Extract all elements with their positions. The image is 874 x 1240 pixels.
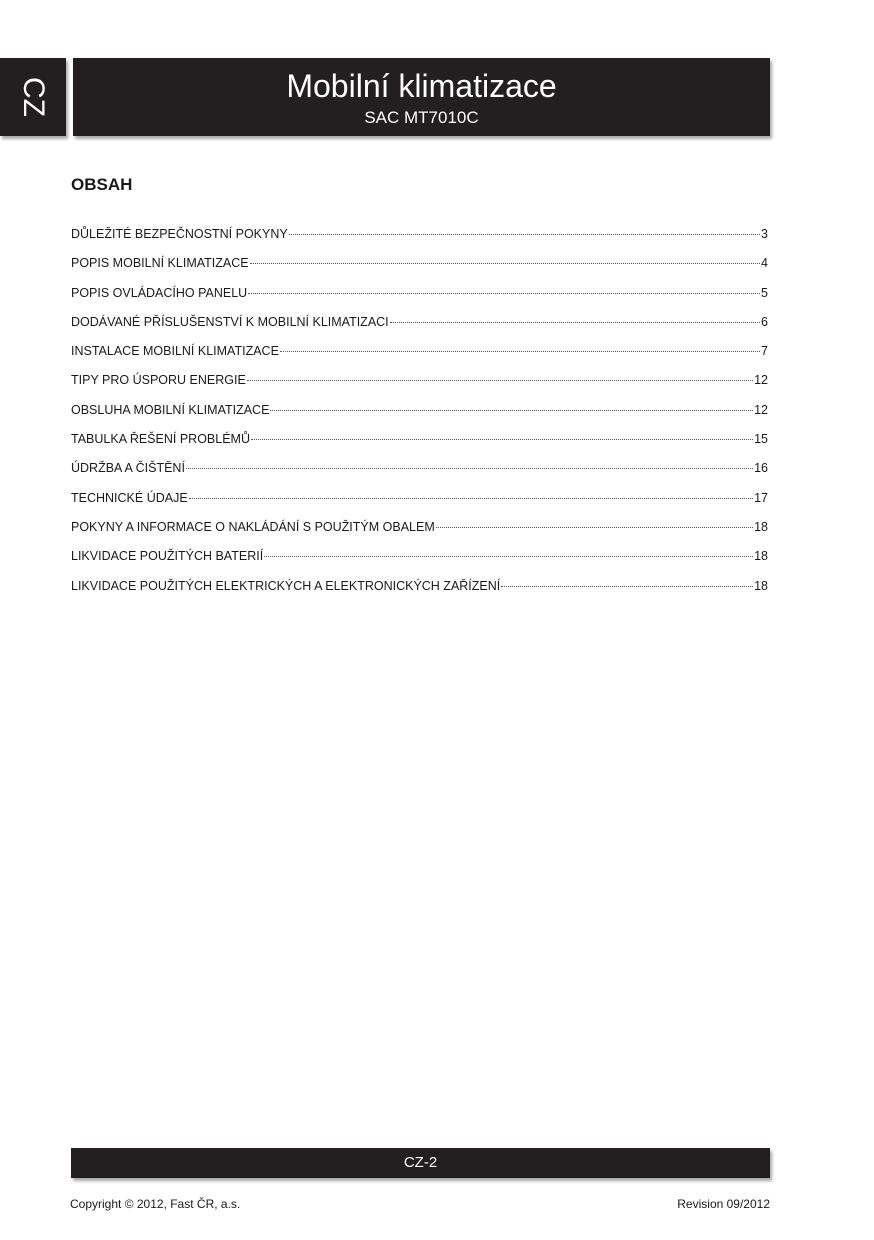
toc-entry-page: 18 xyxy=(754,549,768,564)
toc-entry[interactable] xyxy=(71,253,768,282)
toc-entry-title: LIKVIDACE POUŽITÝCH BATERIÍ xyxy=(71,549,264,564)
toc-entry-page: 16 xyxy=(754,461,768,476)
toc-entry-page: 3 xyxy=(761,227,768,241)
dot-leader xyxy=(264,556,753,557)
toc-entry[interactable] xyxy=(71,341,768,370)
toc-entry-page: 4 xyxy=(761,256,768,271)
dot-leader xyxy=(280,351,760,352)
toc-entry[interactable] xyxy=(71,488,768,517)
toc-entry[interactable] xyxy=(71,283,768,312)
toc-entry-title: POPIS OVLÁDACÍHO PANELU xyxy=(71,285,248,300)
toc-entry-title: DŮLEŽITÉ BEZPEČNOSTNÍ POKYNY xyxy=(71,227,288,241)
dot-leader xyxy=(501,586,753,587)
toc-entry[interactable] xyxy=(71,458,768,487)
dot-leader xyxy=(189,498,753,499)
toc-entry-title: POPIS MOBILNÍ KLIMATIZACE xyxy=(71,256,249,271)
dot-leader xyxy=(248,293,760,294)
toc-entry-page: 18 xyxy=(754,519,768,534)
toc-entry[interactable] xyxy=(71,546,768,575)
toc-entry-title: TECHNICKÉ ÚDAJE xyxy=(71,490,188,505)
footer-bar xyxy=(71,1148,770,1178)
table-of-contents xyxy=(71,224,768,605)
toc-entry-page: 12 xyxy=(754,402,768,417)
toc-entry[interactable] xyxy=(71,224,768,253)
page-number: CZ-2 xyxy=(403,1154,438,1171)
revision-label: Revision 09/2012 xyxy=(677,1197,770,1211)
dot-leader xyxy=(390,322,760,323)
toc-entry-page: 17 xyxy=(754,490,768,505)
dot-leader xyxy=(289,234,760,235)
toc-heading: OBSAH xyxy=(71,175,133,194)
language-tab xyxy=(0,58,66,136)
dot-leader xyxy=(436,527,753,528)
toc-entry-page: 6 xyxy=(761,314,768,329)
language-code: CZ xyxy=(17,77,50,117)
toc-entry-page: 7 xyxy=(761,344,768,359)
toc-entry-title: TABULKA ŘEŠENÍ PROBLÉMŮ xyxy=(71,432,250,447)
toc-entry-title: TIPY PRO ÚSPORU ENERGIE xyxy=(71,373,246,388)
document-title: Mobilní klimatizace xyxy=(286,68,557,104)
toc-entry-page: 18 xyxy=(754,578,768,593)
toc-entry-page: 15 xyxy=(754,432,768,447)
toc-entry-title: INSTALACE MOBILNÍ KLIMATIZACE xyxy=(71,344,279,359)
dot-leader xyxy=(270,410,753,411)
toc-entry[interactable] xyxy=(71,429,768,458)
copyright-notice: Copyright © 2012, Fast ČR, a.s. xyxy=(70,1197,241,1211)
toc-entry[interactable] xyxy=(71,370,768,399)
toc-entry-title: OBSLUHA MOBILNÍ KLIMATIZACE xyxy=(71,402,270,417)
dot-leader xyxy=(247,380,753,381)
dot-leader xyxy=(250,263,760,264)
toc-entry-page: 5 xyxy=(761,285,768,300)
toc-entry-page: 12 xyxy=(754,373,768,388)
toc-entry-title: DODÁVANÉ PŘÍSLUŠENSTVÍ K MOBILNÍ KLIMATIZACI xyxy=(71,314,389,329)
toc-entry[interactable] xyxy=(71,400,768,429)
dot-leader xyxy=(186,468,753,469)
toc-entry[interactable] xyxy=(71,312,768,341)
model-number: SAC MT7010C xyxy=(364,108,479,127)
dot-leader xyxy=(251,439,753,440)
toc-entry-title: POKYNY A INFORMACE O NAKLÁDÁNÍ S POUŽITÝM OBALEM xyxy=(71,519,435,534)
toc-entry-title: LIKVIDACE POUŽITÝCH ELEKTRICKÝCH A ELEKTRONICKÝCH ZAŘÍZENÍ xyxy=(71,578,501,593)
toc-entry-title: ÚDRŽBA A ČIŠTĚNÍ xyxy=(71,461,185,476)
toc-entry[interactable] xyxy=(71,576,768,605)
header-bar xyxy=(73,58,770,136)
toc-entry[interactable] xyxy=(71,517,768,546)
